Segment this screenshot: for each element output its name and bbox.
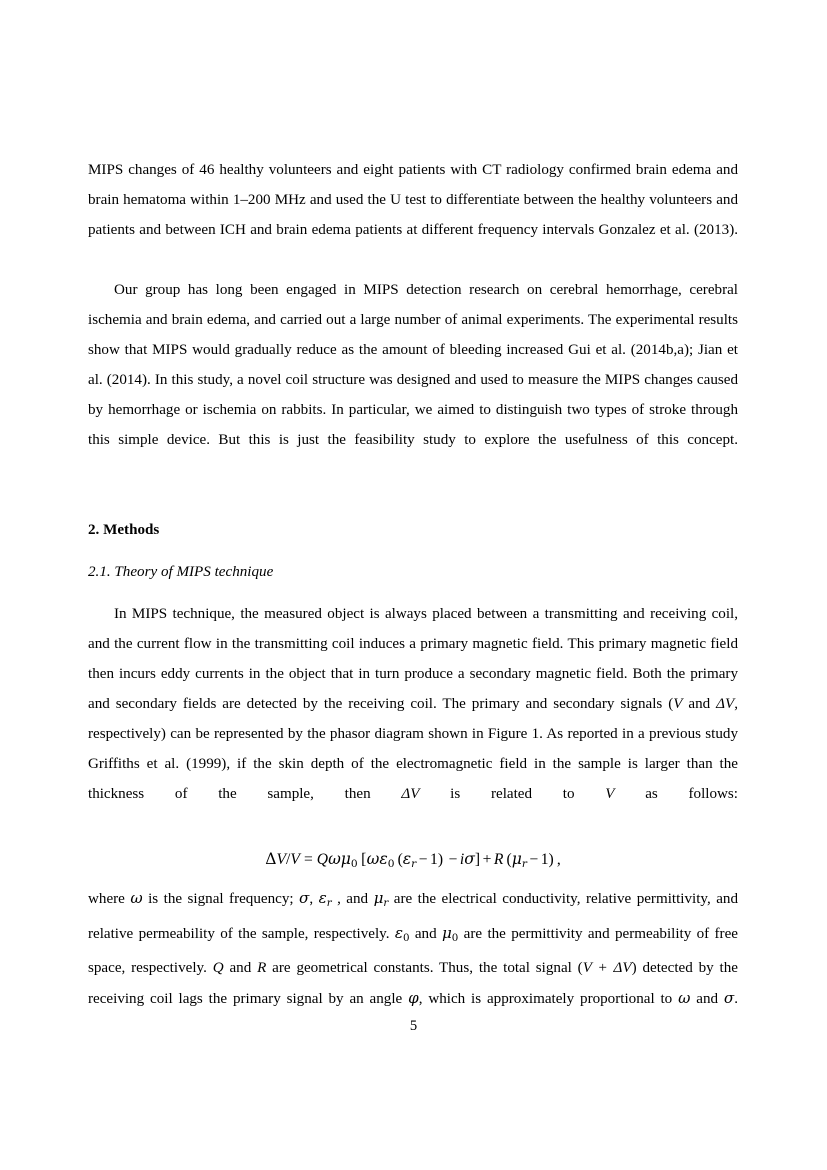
page-text-block	[88, 155, 738, 1044]
math-symbol-mu-r-1-subscript: r	[383, 896, 389, 909]
paragraph4-text-run-m: .	[734, 990, 739, 1007]
paragraph-our-group: Our group has long been engaged in MIPS detection research on cerebral hemorrhage, cerebral ischemia and brain edema, and carried out a large number of animal experiments. The experimental results show that MIPS would gradually reduce as the amount of bleeding increased Gui et al. (2014b,a); Jian et al. (2014). In this study, a novel coil structure was designed and used to measure the MIPS changes caused by hemorrhage or ischemia on rabbits. In particular, we aimed to distinguish two types of stroke through this simple device. But this is just the feasibility study to explore the usefulness of this concept.	[88, 282, 738, 448]
paragraph4-text-run-b: is the signal frequency;	[142, 891, 300, 907]
math-symbol-omega-1: ω	[130, 889, 143, 907]
spacer-between-headings	[88, 545, 738, 557]
eq-minus-1: −	[418, 850, 428, 868]
paragraph-continued-from-previous-page: MIPS changes of 46 healthy volunteers and eight patients with CT radiology confirmed brain edema and brain hematoma within 1–200 MHz and used the U test to differentiate between the healthy volunteers and patients and between ICH and brain edema patients at different frequency intervals Gonzalez et al. (2013).	[88, 162, 738, 238]
math-symbol-delta-V-1: ΔV	[716, 696, 735, 712]
spacer-before-section-heading	[88, 485, 738, 515]
math-symbol-epsilon-r-1-base: ε	[318, 889, 327, 907]
paragraph-text-run-c: , respectively) can be represented by the phasor diagram shown in Figure 1. As reported in a previous study Griffiths et al. (1999), if the skin depth of the electromagnetic field in the sample is larger than the thickness of the sample, then	[88, 696, 738, 802]
eq-plus: +	[482, 850, 492, 868]
math-symbol-epsilon-r-1-subscript: r	[326, 896, 332, 909]
subsection-heading-theory-of-mips-technique: 2.1. Theory of MIPS technique	[88, 564, 274, 580]
paragraph4-text-run-e: are the electrical conductivity, relative permittivity, and relative permeability of the sample, respectively.	[88, 891, 739, 942]
page-number: 5	[409, 1018, 418, 1034]
math-symbol-omega-2: ω	[678, 988, 691, 1007]
eq-Q: Q	[316, 850, 329, 868]
display-equation-1	[265, 839, 561, 884]
math-symbol-delta-V-2: ΔV	[401, 786, 420, 802]
eq-sigma: σ	[464, 849, 475, 868]
eq-lbracket: [	[357, 850, 367, 868]
eq-epsilon-r: $\varepsilon_r$	[402, 849, 417, 870]
paragraph-text-run-a: In MIPS technique, the measured object is always placed between a transmitting and receiving coil, and the current flow in the transmitting coil induces a primary magnetic field. This primary magnetic field then incurs eddy currents in the object that in turn produce a secondary magnetic field. Both the primary and secondary fields are detected by the receiving coil. The primary and secondary signals (	[88, 606, 738, 712]
math-symbol-Q-1: Q	[212, 959, 224, 976]
paragraph4-text-run-j: ) detected by the receiving coil lags the primary signal by an angle	[88, 959, 738, 1007]
eq-slash: /	[286, 850, 291, 868]
eq-minus-3: −	[529, 850, 539, 868]
math-symbol-V-1: V	[673, 696, 683, 712]
paragraph4-text-run-f: and	[409, 925, 442, 942]
paragraph4-text-run-a: where	[88, 891, 131, 907]
math-symbol-epsilon-r-1	[319, 889, 332, 907]
math-symbol-epsilon-0-1-base: ε	[394, 923, 403, 942]
paragraph-mips-technique-description	[88, 599, 738, 839]
paragraph-text-run-b: and	[682, 696, 717, 712]
math-symbol-R-1: R	[257, 959, 267, 976]
paragraph4-text-run-c: ,	[309, 891, 319, 907]
eq-lparen-2: (	[503, 850, 512, 868]
eq-equals: =	[303, 850, 313, 868]
eq-rbracket: ]	[474, 850, 481, 868]
math-symbol-mu-0-1-subscript: 0	[451, 931, 459, 944]
math-symbol-sigma-2: σ	[723, 988, 735, 1007]
paragraph4-text-run-k: , which is approximately proportional to	[418, 990, 679, 1007]
paragraph-text-run-d: is related to	[419, 786, 606, 802]
eq-mu-0-subscript: 0	[350, 857, 358, 870]
math-symbol-mu-r-1-base: μ	[373, 889, 384, 907]
eq-R: R	[493, 850, 504, 868]
math-symbol-epsilon-0-1-subscript: 0	[402, 931, 410, 944]
eq-mu-r: $\mu_r$	[511, 849, 527, 870]
math-symbol-V-2: V	[605, 786, 615, 802]
eq-omega-1: ω	[328, 849, 341, 868]
eq-V-numerator: V	[276, 850, 287, 868]
eq-i: i	[459, 850, 465, 868]
eq-V-denominator: V	[290, 850, 300, 868]
eq-epsilon-r-subscript: r	[411, 857, 417, 870]
math-symbol-mu-0-1	[442, 924, 458, 942]
paragraph4-text-run-d: , and	[331, 891, 374, 907]
paragraph4-text-run-i: are geometrical constants. Thus, the total signal (	[266, 959, 583, 976]
paragraph4-text-run-l: and	[690, 990, 724, 1007]
math-expression-V-plus-delta-V: V + ΔV	[582, 959, 632, 976]
math-symbol-epsilon-0-1	[395, 924, 410, 942]
spacer-after-subsection-heading	[88, 587, 738, 599]
math-symbol-varphi-1: φ	[408, 988, 419, 1007]
eq-minus-2: −	[445, 850, 458, 868]
eq-one-1: 1)	[430, 850, 444, 868]
math-symbol-mu-0-1-base: μ	[441, 923, 452, 942]
paragraph-text-run-e: as follows:	[614, 786, 738, 802]
section-heading-methods: 2. Methods	[88, 522, 160, 538]
math-symbol-sigma-1: σ	[299, 889, 310, 907]
display-equation-1-wrapper	[88, 839, 738, 883]
paragraph4-text-run-h: and	[223, 959, 258, 976]
eq-omega-2: ω	[366, 849, 380, 868]
eq-lparen-1: (	[394, 850, 403, 868]
eq-mu-r-subscript: r	[521, 857, 527, 870]
eq-epsilon-0: $\varepsilon_0$	[379, 849, 395, 870]
math-symbol-mu-r-1	[374, 889, 389, 907]
eq-one-2: 1)	[540, 850, 554, 868]
eq-delta: Δ	[265, 849, 277, 868]
paragraph4-text-run-g: are the permittivity and permeability of free space, respectively.	[88, 925, 738, 976]
eq-epsilon-0-subscript: 0	[387, 857, 395, 870]
eq-mu-0: $\mu_0$	[340, 849, 358, 870]
eq-comma: ,	[553, 850, 561, 868]
